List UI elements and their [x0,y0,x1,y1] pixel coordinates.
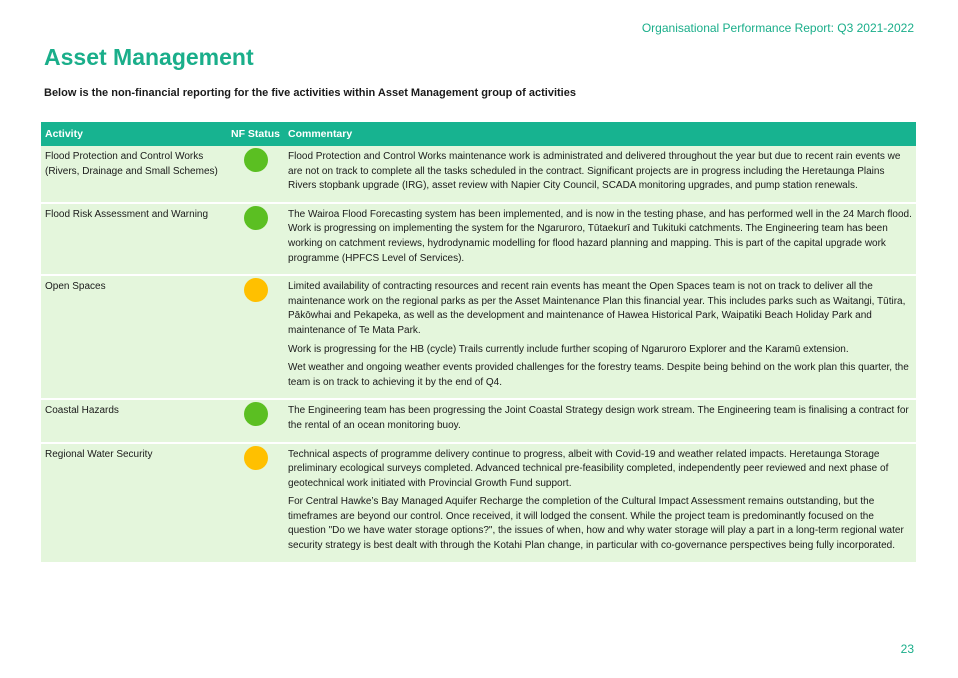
commentary-paragraph: Work is progressing for the HB (cycle) Trails currently include further scoping of Ngaruroro Explorer and the Karamū extension. [288,343,849,355]
commentary-cell [284,443,916,563]
page-title: Asset Management [44,44,254,70]
activity-name: Open Spaces [41,275,227,399]
nf-status-cell [227,399,284,442]
table-row [41,443,916,563]
nf-status-cell [227,146,284,203]
nf-status-cell [227,203,284,275]
page-subtitle: Below is the non-financial reporting for the five activities within Asset Management group of activities [44,87,576,99]
header-nf-status: NF Status [227,122,284,146]
commentary-paragraph: The Engineering team has been progressing the Joint Coastal Strategy design work stream. The Engineering team is finalising a contract for the rental of an ocean monitoring buoy. [288,405,909,431]
nf-status-cell [227,275,284,399]
commentary-paragraph: Limited availability of contracting resources and recent rain events has meant the Open Spaces team is not on track to deliver all the maintenance work on the regional parks as per the Asset Maintenance Plan this financial year. This includes parks such as Waitangi, Tūtira, Pākōwhai and Pekapeka, as well as the development and maintenance of Hawea Historical Park, Waipatiki Beach Holiday Park and maintenance of Te Mata Park. [288,281,906,336]
table-row [41,275,916,399]
table-row [41,146,916,203]
commentary-paragraph: Wet weather and ongoing weather events provided challenges for the forestry teams. Despite being behind on the work plan this quarter, the team is on track to achieving it by the end of Q4. [288,362,909,388]
page-number: 23 [900,642,914,656]
table-row [41,399,916,442]
header-commentary: Commentary [284,122,916,146]
status-green-indicator [244,148,268,172]
status-green-indicator [244,206,268,230]
header-activity: Activity [41,122,227,146]
commentary-paragraph: For Central Hawke’s Bay Managed Aquifer Recharge the completion of the Cultural Impact Assessment remains outstanding, but the timeframes are beyond our control. Once received, it will lodged the consent. While the project team is predominantly focused on the question "Do we have water storage options?", the issues of when, how and why water storage will play a part in a long-term regional water security strategy is best dealt with through the Kotahi Plan change, in particular with co-governance perspectives being fully incorporated. [288,496,904,552]
activity-name: Flood Risk Assessment and Warning [41,203,227,275]
report-header-title: Organisational Performance Report: Q3 2021-2022 [641,21,914,35]
commentary-cell [284,146,916,203]
status-amber-indicator [244,446,268,470]
table-header-row [41,122,916,146]
activity-name: Regional Water Security [41,443,227,563]
commentary-cell [284,203,916,275]
commentary-paragraph: Flood Protection and Control Works maintenance work is administrated and delivered throughout the year but due to recent rain events we are not on track to complete all the tasks scheduled in the contract. Significant projects are in progress including the Heretaunga Plains Rivers stopbank upgrade (IRG), asset review with Napier City Council, SCADA monitoring upgrades, and pump station renewals. [288,151,901,192]
status-green-indicator [244,402,268,426]
activities-table [41,122,916,564]
status-amber-indicator [244,278,268,302]
commentary-cell [284,399,916,442]
commentary-paragraph: The Wairoa Flood Forecasting system has been implemented, and is now in the testing phase, and has performed well in the 24 March flood. Work is progressing on implementing the system for the Ngaruroro, Tūtaekurī and Tukituki catchments. The Engineering team has been working on catchment reviews, hydrodynamic modelling for flood hazard planning and mapping. This is part of the capital upgrade work programme (HPFCS Level of Services). [288,208,912,264]
commentary-paragraph: Technical aspects of programme delivery continue to progress, albeit with Covid-19 and weather related impacts. Heretaunga Storage preliminary ecological surveys completed. Advanced technical pre-feasibility completed, independently peer reviewed and next phase of geotechnical work initiated with Provincial Growth Fund support. [288,448,889,489]
nf-status-cell [227,443,284,563]
activity-name: Flood Protection and Control Works (Rivers, Drainage and Small Schemes) [41,146,227,203]
table-row [41,203,916,275]
activity-name: Coastal Hazards [41,399,227,442]
commentary-cell [284,275,916,399]
